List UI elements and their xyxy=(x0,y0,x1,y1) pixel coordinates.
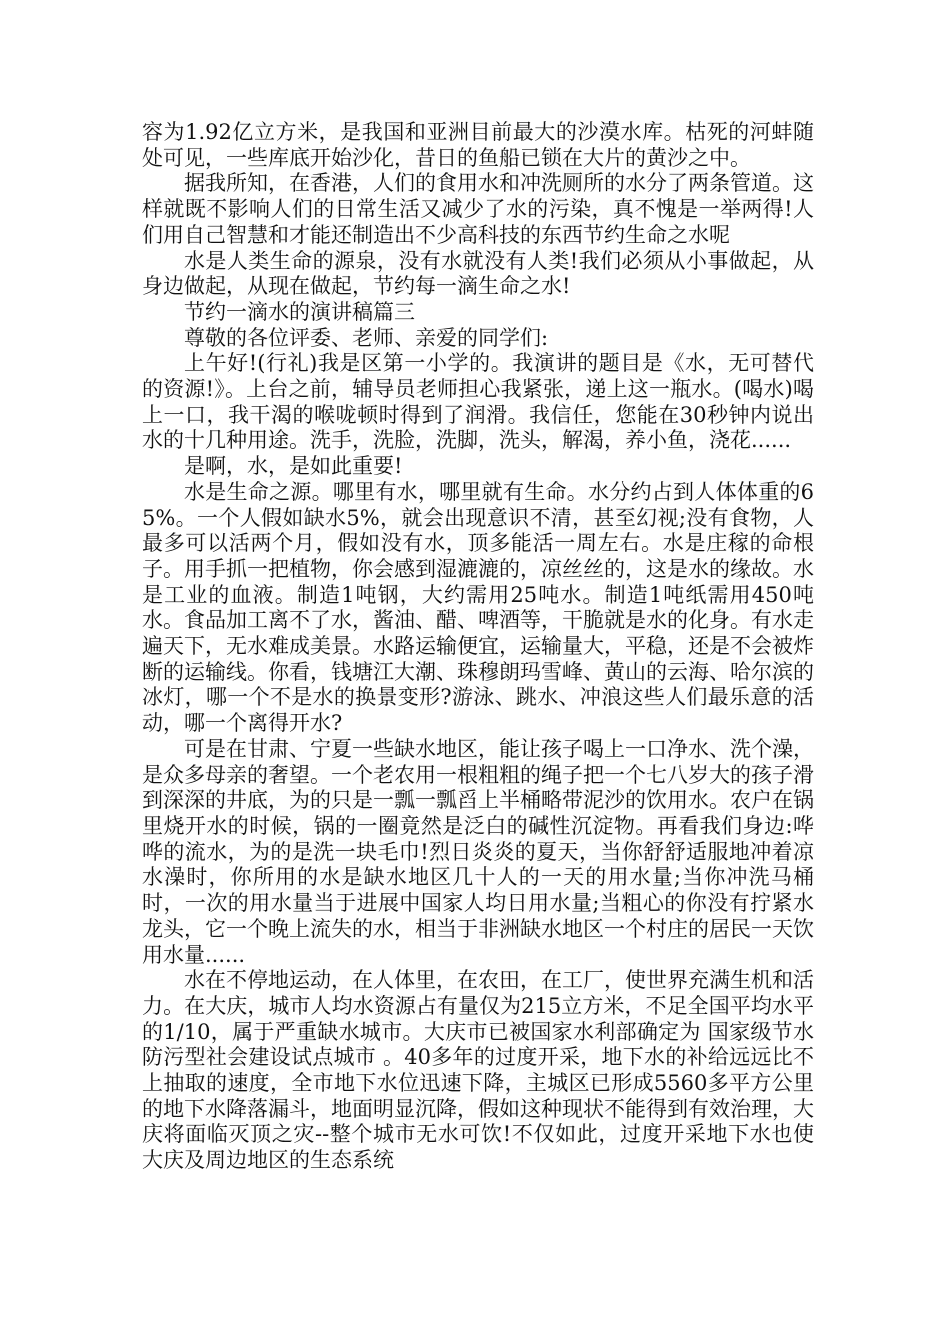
paragraph-1: 容为1.92亿立方米，是我国和亚洲目前最大的沙漠水库。枯死的河蚌随处可见，一些库底开始沙化，昔日的鱼船已锁在大片的黄沙之中。 xyxy=(142,120,814,170)
paragraph-8: 水是生命之源。哪里有水，哪里就有生命。水分约占到人体体重的65%。一个人假如缺水5%，就会出现意识不清，甚至幻视;没有食物，人最多可以活两个月，假如没有水，顶多能活一周左右。水是庄稼的命根子。用手抓一把植物，你会感到湿漉漉的，凉丝丝的，这是水的缘故。水是工业的血液。制造1吨钢，大约需用25吨水。制造1吨纸需用450吨水。食品加工离不了水，酱油、醋、啤酒等，干脆就是水的化身。有水走遍天下，无水难成美景。水路运输便宜，运输量大，平稳，还是不会被炸断的运输线。你看，钱塘江大潮、珠穆朗玛雪峰、黄山的云海、哈尔滨的冰灯，哪一个不是水的换景变形?游泳、跳水、冲浪这些人们最乐意的活动，哪一个离得开水? xyxy=(142,479,814,736)
document-body xyxy=(142,120,814,1174)
salutation: 尊敬的各位评委、老师、亲爱的同学们: xyxy=(184,325,549,350)
paragraph-9: 可是在甘肃、宁夏一些缺水地区，能让孩子喝上一口净水、洗个澡，是众多母亲的奢望。一个老农用一根粗粗的绳子把一个七八岁大的孩子滑到深深的井底，为的只是一瓢一瓢舀上半桶略带泥沙的饮用水。农户在锅里烧开水的时候，锅的一圈竟然是泛白的碱性沉淀物。再看我们身边:哗哗的流水，为的是洗一块毛巾!烈日炎炎的夏天，当你舒舒适服地冲着凉水澡时，你所用的水是缺水地区几十人的一天的用水量;当你冲洗马桶时，一次的用水量当于进展中国家人均日用水量;当粗心的你没有拧紧水龙头，它一个晚上流失的水，相当于非洲缺水地区一个村庄的居民一天饮用水量...... xyxy=(142,736,814,967)
paragraph-6: 上午好!(行礼)我是区第一小学的。我演讲的题目是《水，无可替代的资源!》。上台之前，辅导员老师担心我紧张，递上这一瓶水。(喝水)喝上一口，我干渴的喉咙顿时得到了润滑。我信任，您能在30秒钟内说出水的十几种用途。洗手，洗脸，洗脚，洗头，解渴，养小鱼，浇花...... xyxy=(142,351,814,453)
paragraph-3: 水是人类生命的源泉，没有水就没有人类!我们必须从小事做起，从身边做起，从现在做起，节约每一滴生命之水! xyxy=(142,248,814,299)
paragraph-2: 据我所知，在香港，人们的食用水和冲洗厕所的水分了两条管道。这样就既不影响人们的日常生活又减少了水的污染，真不愧是一举两得!人们用自己智慧和才能还制造出不少高科技的东西节约生命之水呢 xyxy=(142,171,814,247)
paragraph-10: 水在不停地运动，在人体里，在农田，在工厂，使世界充满生机和活力。在大庆，城市人均水资源占有量仅为215立方米，不足全国平均水平的1/10，属于严重缺水城市。大庆市已被国家水利部确定为 国家级节水防污型社会建设试点城市 。40多年的过度开采，地下水的补给远远比不上抽取的速度，全市地下水位迅速下降，主城区已形成5560多平方公里的地下水降落漏斗，地面明显沉降，假如这种现状不能得到有效治理，大庆将面临灭顶之灾--整个城市无水可饮!不仅如此，过度开采地下水也使大庆及周边地区的生态系统 xyxy=(142,968,814,1173)
section-heading: 节约一滴水的演讲稿篇三 xyxy=(184,299,415,324)
paragraph-7: 是啊，水，是如此重要! xyxy=(184,454,403,479)
